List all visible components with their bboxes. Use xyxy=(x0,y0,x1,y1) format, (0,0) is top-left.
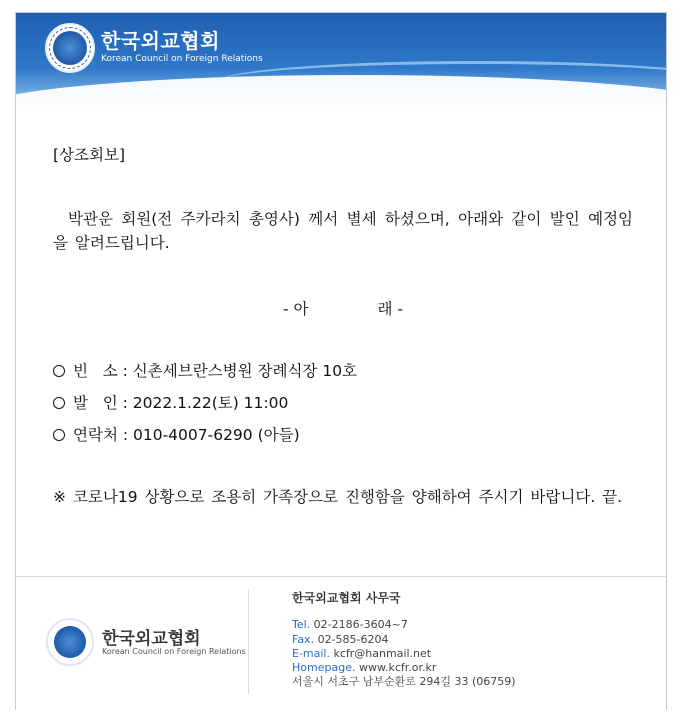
footer xyxy=(16,576,666,710)
circle-bullet-icon xyxy=(53,397,65,409)
header-swoosh xyxy=(16,75,666,113)
salutation: [상조회보] xyxy=(53,146,125,164)
closing-note: ※ 코로나19 상황으로 조용히 가족장으로 진행함을 양해하여 주시기 바랍니다. 끝. xyxy=(53,488,623,506)
tel-row: Tel. 02-2186-3604~7 xyxy=(292,618,408,632)
header-banner xyxy=(16,13,666,113)
letter-content xyxy=(53,143,633,509)
circle-bullet-icon xyxy=(53,365,65,377)
circle-bullet-icon xyxy=(53,429,65,441)
homepage-link[interactable]: www.kcfr.or.kr xyxy=(358,661,437,675)
email-frame xyxy=(15,12,667,710)
address: 서울시 서초구 남부순환로 294길 33 (06759) xyxy=(292,675,516,689)
detail-item-departure: 발 인 : 2022.1.22(토) 11:00 xyxy=(53,387,633,419)
fax-row: Fax. 02-585-6204 xyxy=(292,632,389,646)
footer-seal-icon xyxy=(46,618,94,666)
notice-body: 박관운 회원(전 주카라치 총영사) 께서 별세 하셨으며, 아래와 같이 발인 예정임을 알려드립니다. xyxy=(53,210,633,252)
email-row: E-mail. kcfr@hanmail.net xyxy=(292,646,432,660)
detail-list xyxy=(53,355,633,451)
footer-org-name: 한국외교협회 xyxy=(102,629,201,649)
org-seal-icon xyxy=(45,23,95,73)
footer-org-name-en: Korean Council on Foreign Relations xyxy=(102,647,246,656)
homepage-row: Homepage. www.kcfr.or.kr xyxy=(292,661,437,675)
office-name: 한국외교협회 사무국 xyxy=(292,591,401,605)
footer-divider xyxy=(248,589,249,694)
detail-item-contact: 연락처 : 010-4007-6290 (아들) xyxy=(53,419,633,451)
center-heading: - 아 래 - xyxy=(283,300,403,318)
header-org-name: 한국외교협회 xyxy=(101,29,220,53)
header-org-name-en: Korean Council on Foreign Relations xyxy=(101,54,263,64)
detail-item-venue: 빈 소 : 신촌세브란스병원 장례식장 10호 xyxy=(53,355,633,387)
email-link[interactable]: kcfr@hanmail.net xyxy=(333,646,432,660)
footer-contact-info xyxy=(292,591,516,690)
